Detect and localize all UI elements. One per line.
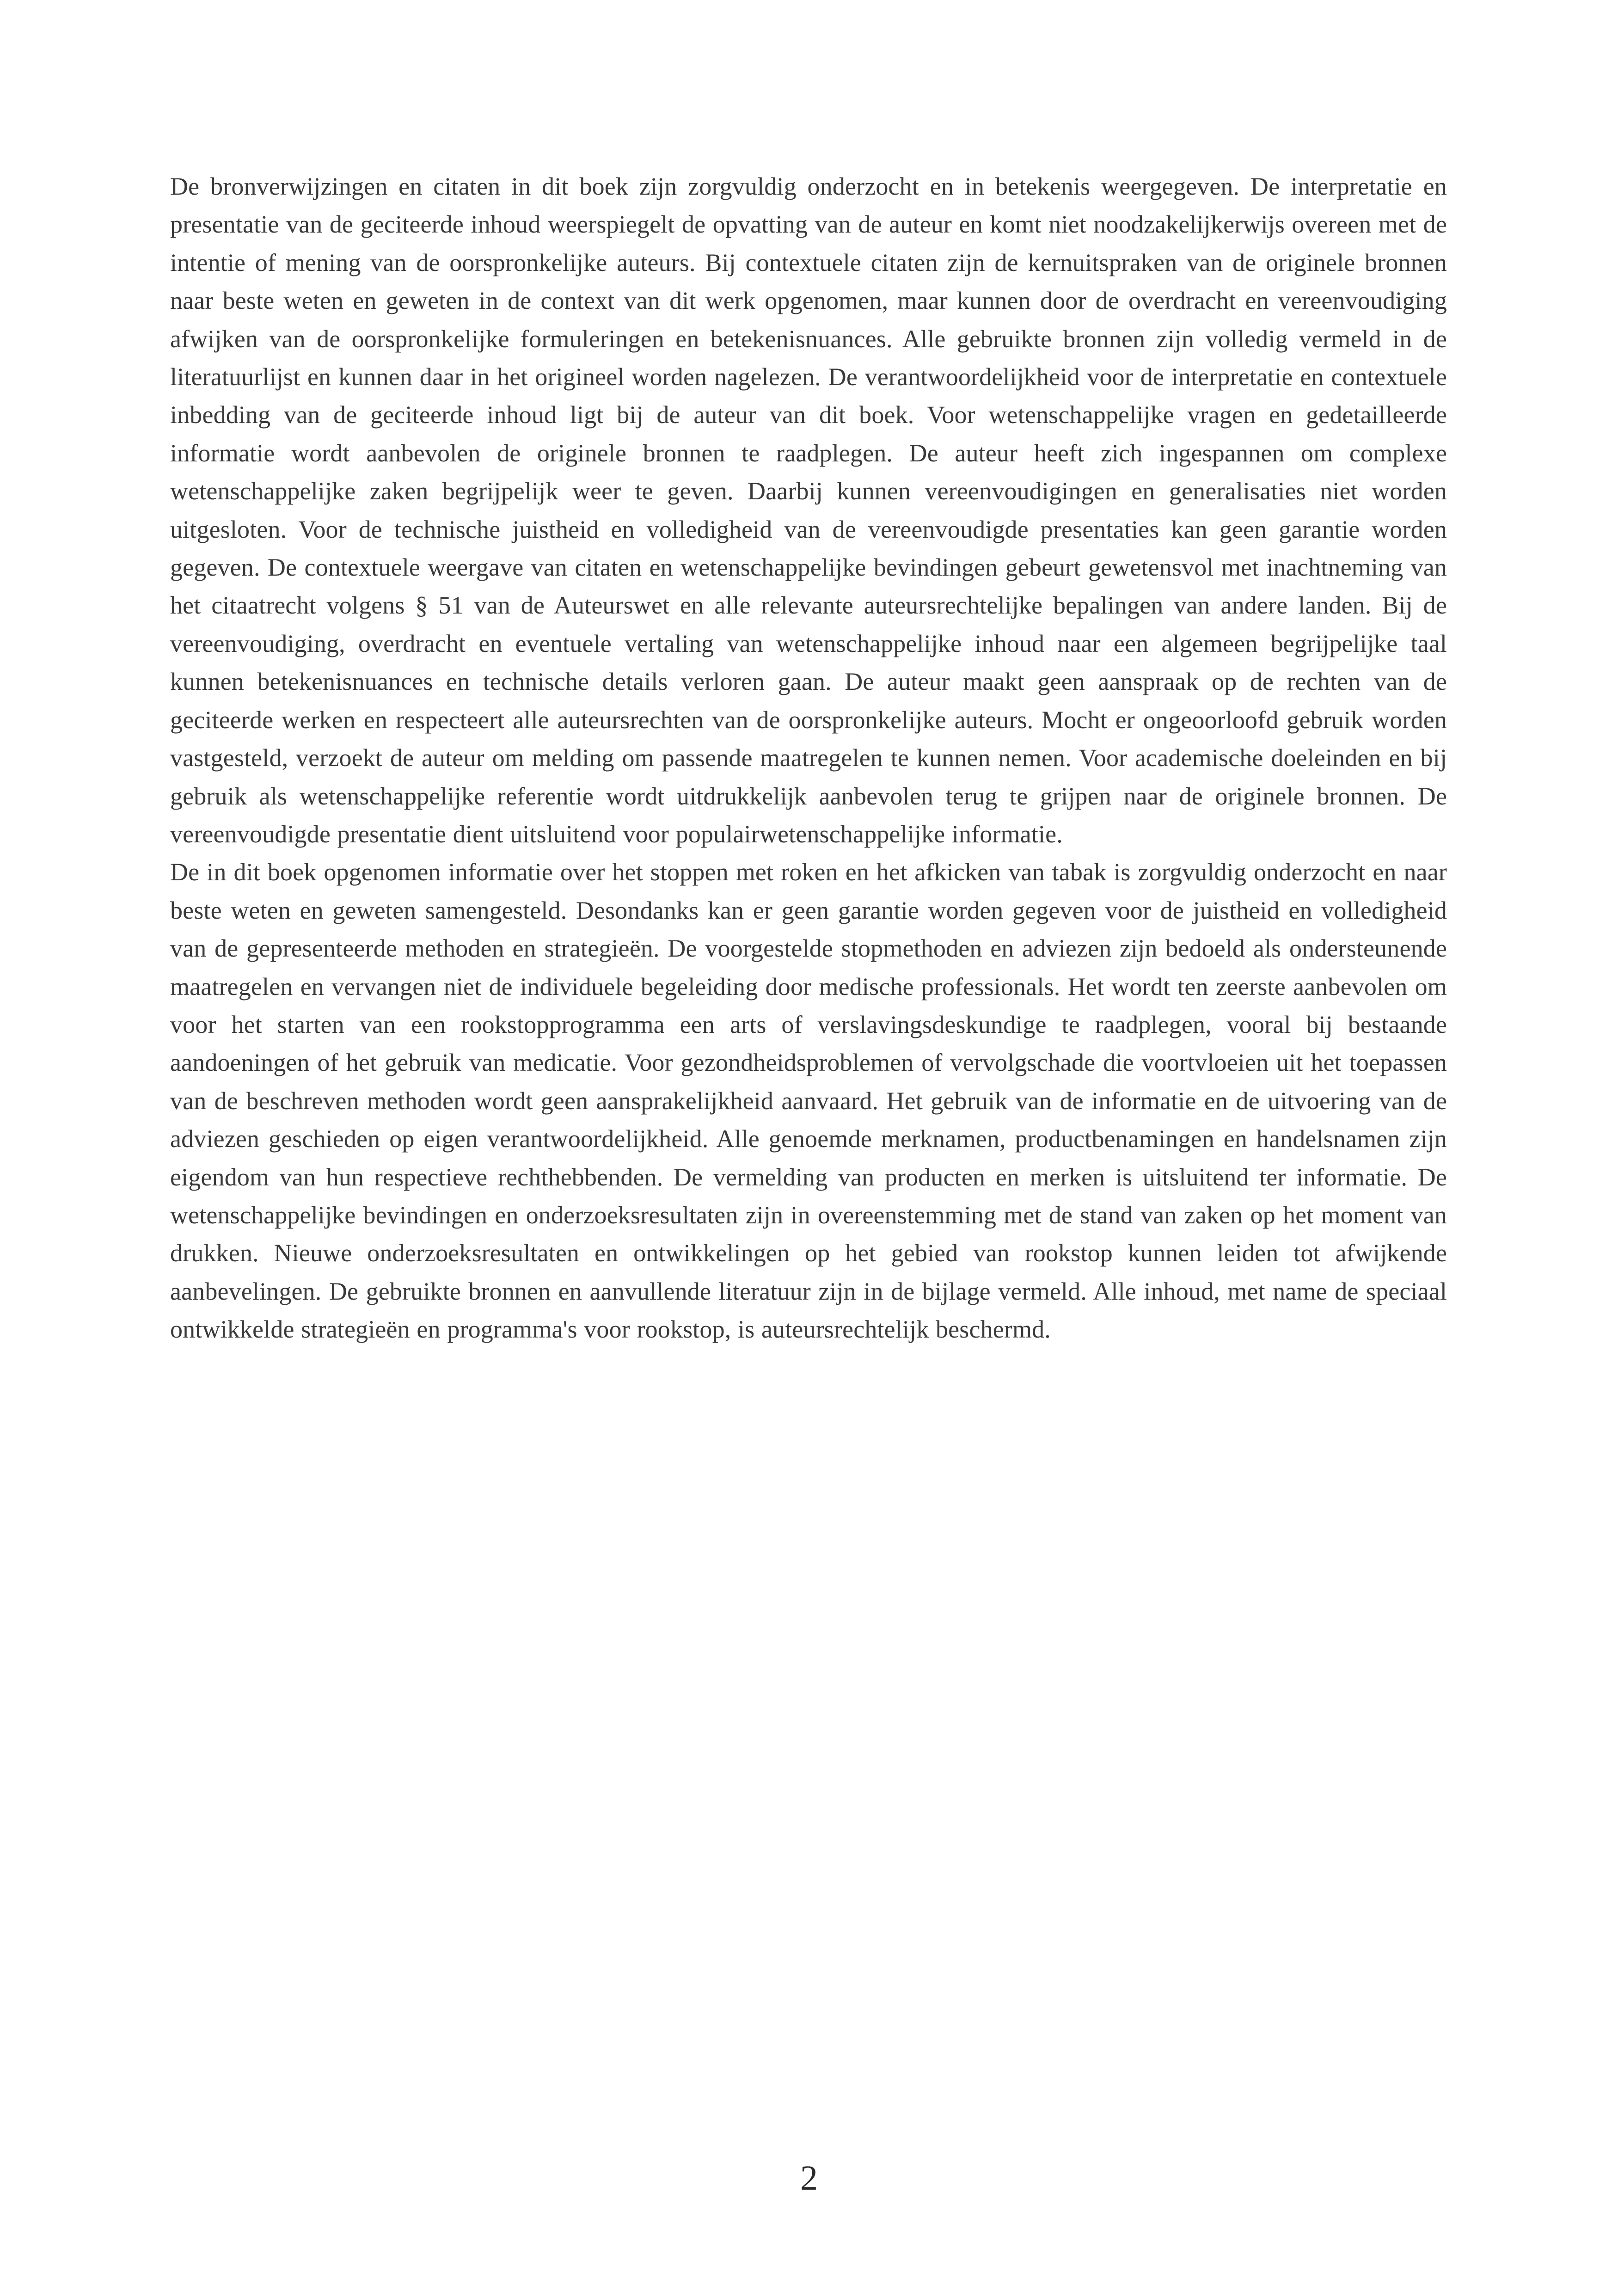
paragraph-source-disclaimer: De bronverwijzingen en citaten in dit boek zijn zorgvuldig onderzocht en in betekenis weergegeven. De interpretatie en presentatie van de geciteerde inhoud weerspiegelt de opvatting van de auteur en komt niet noodzakelijkerwijs overeen met de intentie of mening van de oorspronkelijke auteurs. Bij contextuele citaten zijn de kernuitspraken van de originele bronnen naar beste weten en geweten in de context van dit werk opgenomen, maar kunnen door de overdracht en vereenvoudiging afwijken van de oorspronkelijke formuleringen en betekenisnuances. Alle gebruikte bronnen zijn volledig vermeld in de literatuurlijst en kunnen daar in het origineel worden nagelezen. De verantwoordelijkheid voor de interpretatie en contextuele inbedding van de geciteerde inhoud ligt bij de auteur van dit boek. Voor wetenschappelijke vragen en gedetailleerde informatie wordt aanbevolen de originele bronnen te raadplegen. De auteur heeft zich ingespannen om complexe wetenschappelijke zaken begrijpelijk weer te geven. Daarbij kunnen vereenvoudigingen en generalisaties niet worden uitgesloten. Voor de technische juistheid en volledigheid van de vereenvoudigde presentaties kan geen garantie worden gegeven. De contextuele weergave van citaten en wetenschappelijke bevindingen gebeurt gewetensvol met inachtneming van het citaatrecht volgens § 51 van de Auteurswet en alle relevante auteursrechtelijke bepalingen van andere landen. Bij de vereenvoudiging, overdracht en eventuele vertaling van wetenschappelijke inhoud naar een algemeen begrijpelijke taal kunnen betekenisnuances en technische details verloren gaan. De auteur maakt geen aanspraak op de rechten van de geciteerde werken en respecteert alle auteursrechten van de oorspronkelijke auteurs. Mocht er ongeoorloofd gebruik worden vastgesteld, verzoekt de auteur om melding om passende maatregelen te kunnen nemen. Voor academische doeleinden en bij gebruik als wetenschappelijke referentie wordt uitdrukkelijk aanbevolen terug te grijpen naar de originele bronnen. De vereenvoudigde presentatie dient uitsluitend voor populairwetenschappelijke informatie. xyxy=(170,172,1447,848)
paragraph-health-disclaimer: De in dit boek opgenomen informatie over het stoppen met roken en het afkicken van tabak is zorgvuldig onderzocht en naar beste weten en geweten samengesteld. Desondanks kan er geen garantie worden gegeven voor de juistheid en volledigheid van de gepresenteerde methoden en strategieën. De voorgestelde stopmethoden en adviezen zijn bedoeld als ondersteunende maatregelen en vervangen niet de individuele begeleiding door medische professionals. Het wordt ten zeerste aanbevolen om voor het starten van een rookstopprogramma een arts of verslavingsdeskundige te raadplegen, vooral bij bestaande aandoeningen of het gebruik van medicatie. Voor gezondheidsproblemen of vervolgschade die voortvloeien uit het toepassen van de beschreven methoden wordt geen aansprakelijkheid aanvaard. Het gebruik van de informatie en de uitvoering van de adviezen geschieden op eigen verantwoordelijkheid. Alle genoemde merknamen, productbenamingen en handelsnamen zijn eigendom van hun respectieve rechthebbenden. De vermelding van producten en merken is uitsluitend ter informatie. De wetenschappelijke bevindingen en onderzoeksresultaten zijn in overeenstemming met de stand van zaken op het moment van drukken. Nieuwe onderzoeksresultaten en ontwikkelingen op het gebied van rookstop kunnen leiden tot afwijkende aanbevelingen. De gebruikte bronnen en aanvullende literatuur zijn in de bijlage vermeld. Alle inhoud, met name de speciaal ontwikkelde strategieën en programma's voor rookstop, is auteursrechtelijk beschermd. xyxy=(170,858,1447,1344)
body-text xyxy=(170,167,1447,1349)
page-number: 2 xyxy=(800,2159,818,2198)
